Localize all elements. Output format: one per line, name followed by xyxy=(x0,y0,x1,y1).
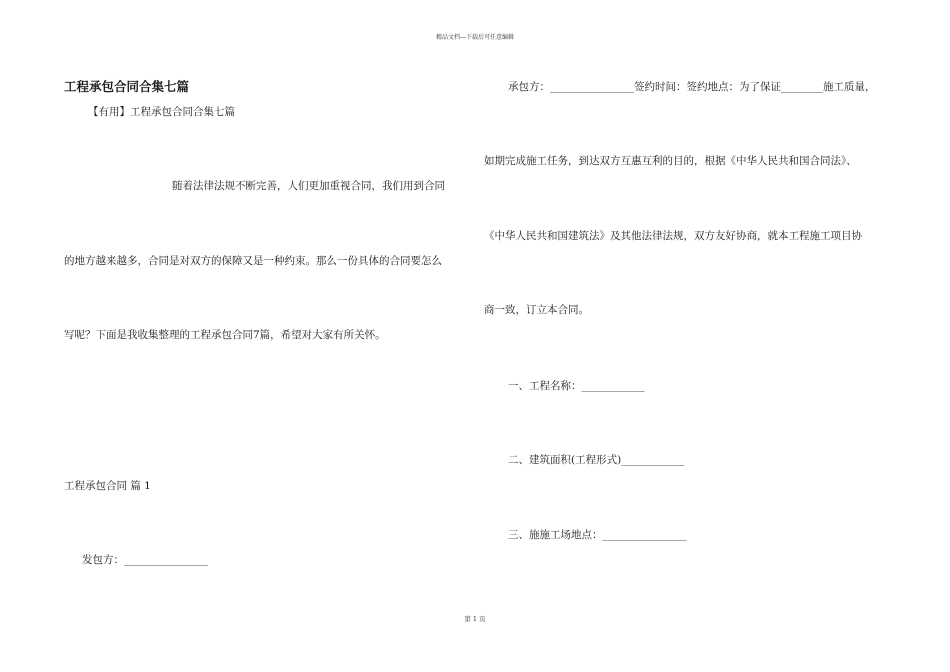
document-subtitle: 【有用】工程承包合同合集七篇 xyxy=(88,106,235,118)
item-building-area: 二、建筑面积(工程形式)____________ xyxy=(508,454,685,466)
paragraph-line-1: 如期完成施工任务，到达双方互惠互利的目的，根据《中华人民共和国合同法》、 xyxy=(484,155,857,167)
item-project-name: 一、工程名称：____________ xyxy=(508,380,645,392)
page-footer: 第 1 页 xyxy=(464,615,486,623)
paragraph-line-3: 商一致，订立本合同。 xyxy=(484,304,589,316)
employer-line: 发包方：________________ xyxy=(82,554,208,566)
intro-line-1: 随着法律法规不断完善，人们更加重视合同，我们用到合同 xyxy=(172,180,445,192)
item-site-location: 三、施施工场地点：________________ xyxy=(508,529,687,541)
intro-line-3: 写呢？下面是我收集整理的工程承包合同7篇，希望对大家有所关怀。 xyxy=(64,329,386,341)
intro-line-2: 的地方越来越多，合同是对双方的保障又是一种约束。那么一份具体的合同要怎么 xyxy=(64,255,442,267)
contractor-line: 承包方：________________签约时间：签约地点：为了保证________施工质量， xyxy=(508,81,876,93)
section-heading: 工程承包合同 篇 1 xyxy=(64,480,151,492)
paragraph-line-2: 《中华人民共和国建筑法》及其他法律法规，双方友好协商，就本工程施工项目协 xyxy=(484,230,862,242)
document-title: 工程承包合同合集七篇 xyxy=(64,79,190,94)
page-header: 精品文档---下载后可任意编辑 xyxy=(435,34,515,41)
